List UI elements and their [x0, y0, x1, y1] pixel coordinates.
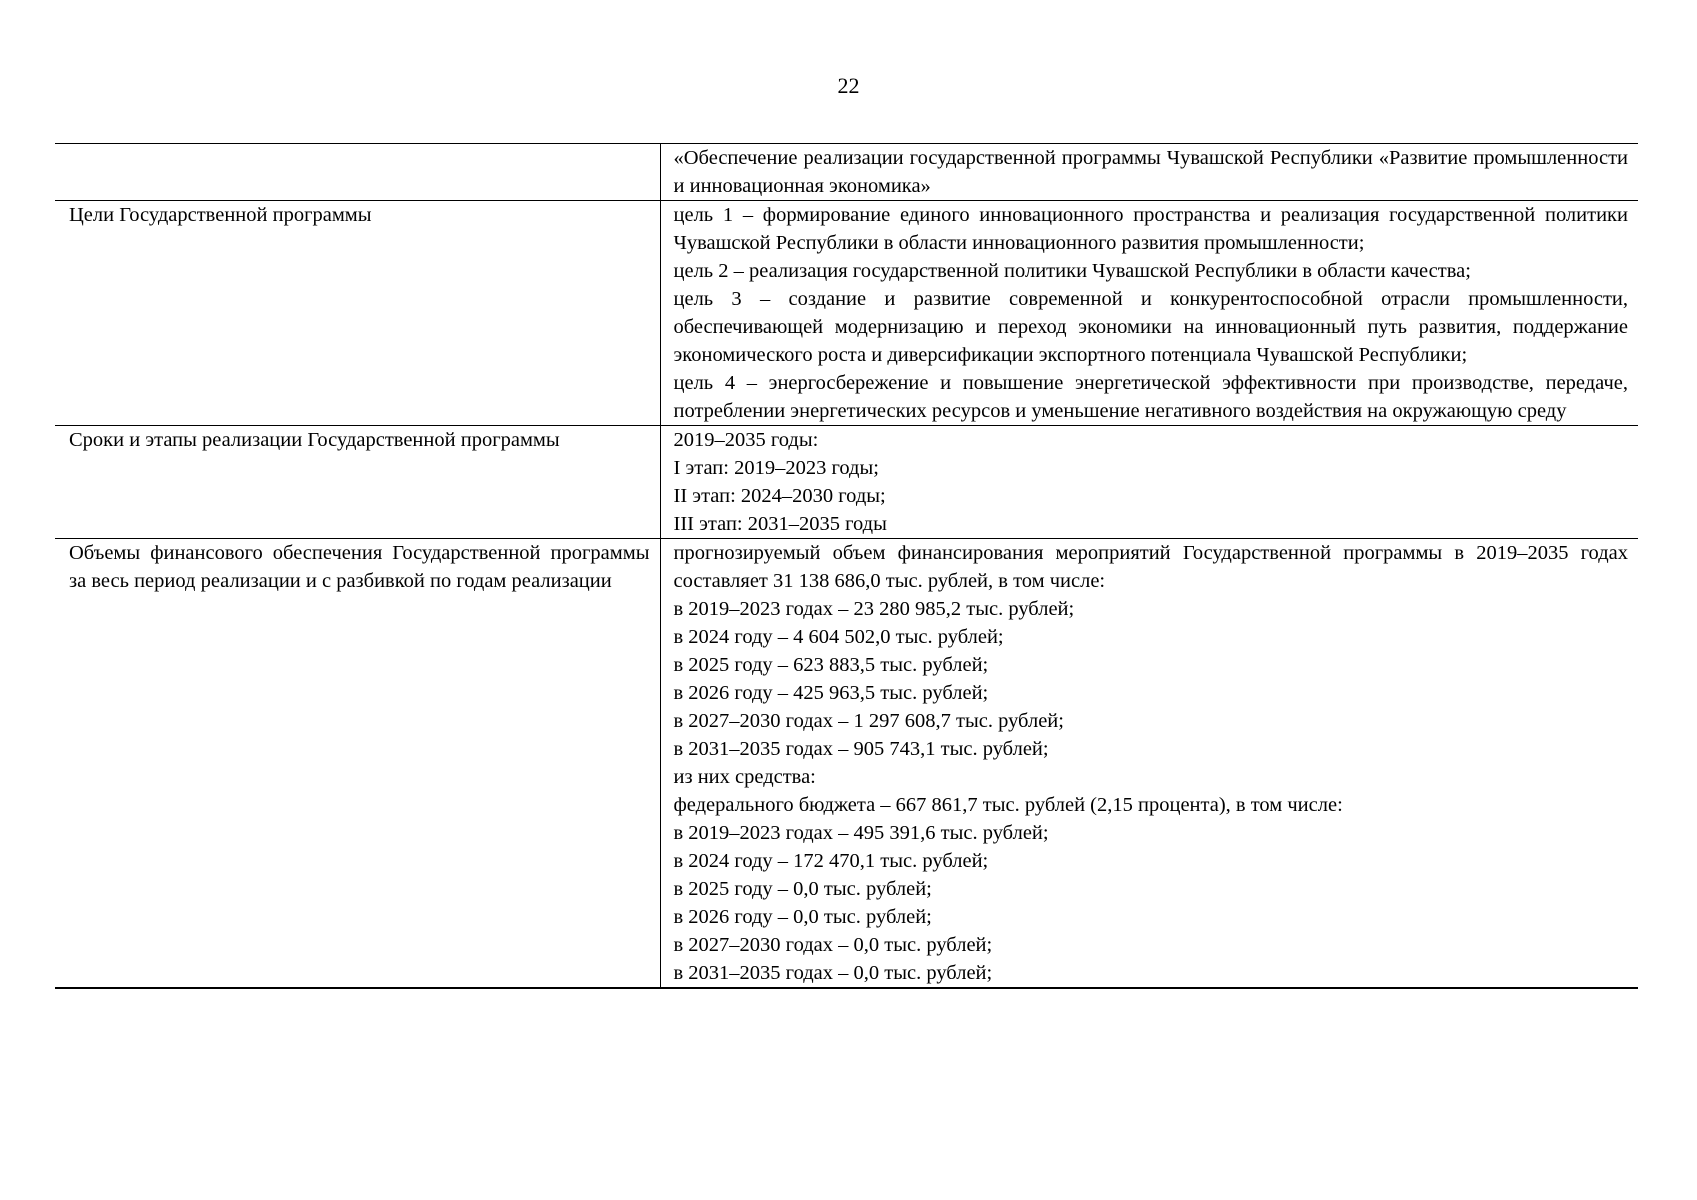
value-line: I этап: 2019–2023 годы;	[673, 457, 879, 479]
row-value	[660, 539, 1638, 989]
program-passport-table	[55, 143, 1638, 989]
value-line: «Обеспечение реализации государственной программы Чувашской Республики «Развитие промышленности и инновационная экономика»	[673, 147, 1628, 197]
row-value	[660, 201, 1638, 426]
row-label: Сроки и этапы реализации Государственной программы	[69, 429, 560, 451]
value-line: III этап: 2031–2035 годы	[673, 513, 887, 535]
table-row	[55, 426, 1638, 539]
value-line: цель 2 – реализация государственной политики Чувашской Республики в области качества;	[673, 260, 1471, 282]
value-line: в 2019–2023 годах – 495 391,6 тыс. рублей;	[673, 822, 1049, 844]
table-row	[55, 201, 1638, 426]
value-line: в 2027–2030 годах – 1 297 608,7 тыс. рублей;	[673, 710, 1064, 732]
row-label: Объемы финансового обеспечения Государственной программы за весь период реализации и с разбивкой по годам реализации	[69, 542, 650, 592]
table-row	[55, 144, 1638, 201]
value-line: II этап: 2024–2030 годы;	[673, 485, 886, 507]
value-line: цель 4 – энергосбережение и повышение энергетической эффективности при производстве, передаче, потреблении энергетических ресурсов и уменьшение негативного воздействия на окружающую среду	[673, 372, 1628, 422]
table-row	[55, 539, 1638, 989]
value-line: цель 1 – формирование единого инновационного пространства и реализация государственной политики Чувашской Республики в области инновационного развития промышленности;	[673, 204, 1628, 254]
page-number: 22	[837, 73, 860, 98]
value-line: 2019–2035 годы:	[673, 429, 819, 451]
value-line: в 2025 году – 623 883,5 тыс. рублей;	[673, 654, 989, 676]
value-line: в 2026 году – 0,0 тыс. рублей;	[673, 906, 932, 928]
value-line: в 2024 году – 172 470,1 тыс. рублей;	[673, 850, 989, 872]
value-line: в 2031–2035 годах – 0,0 тыс. рублей;	[673, 962, 993, 984]
value-line: в 2024 году – 4 604 502,0 тыс. рублей;	[673, 626, 1004, 648]
value-line: в 2025 году – 0,0 тыс. рублей;	[673, 878, 932, 900]
value-line: цель 3 – создание и развитие современной и конкурентоспособной отрасли промышленности, обеспечивающей модернизацию и переход экономики на инновационный путь развития, поддержание экономического роста и диверсификации экспортного потенциала Чувашской Республики;	[673, 288, 1628, 366]
value-line: прогнозируемый объем финансирования мероприятий Государственной программы в 2019–2035 годах составляет 31 138 686,0 тыс. рублей, в том числе:	[673, 542, 1628, 592]
value-line: федерального бюджета – 667 861,7 тыс. рублей (2,15 процента), в том числе:	[673, 794, 1343, 816]
value-line: в 2026 году – 425 963,5 тыс. рублей;	[673, 682, 989, 704]
row-label	[55, 144, 660, 201]
row-value	[660, 144, 1638, 201]
row-value	[660, 426, 1638, 539]
value-line: в 2027–2030 годах – 0,0 тыс. рублей;	[673, 934, 993, 956]
value-line: в 2031–2035 годах – 905 743,1 тыс. рублей;	[673, 738, 1049, 760]
value-line: в 2019–2023 годах – 23 280 985,2 тыс. рублей;	[673, 598, 1075, 620]
row-label: Цели Государственной программы	[69, 204, 372, 226]
value-line: из них средства:	[673, 766, 816, 788]
